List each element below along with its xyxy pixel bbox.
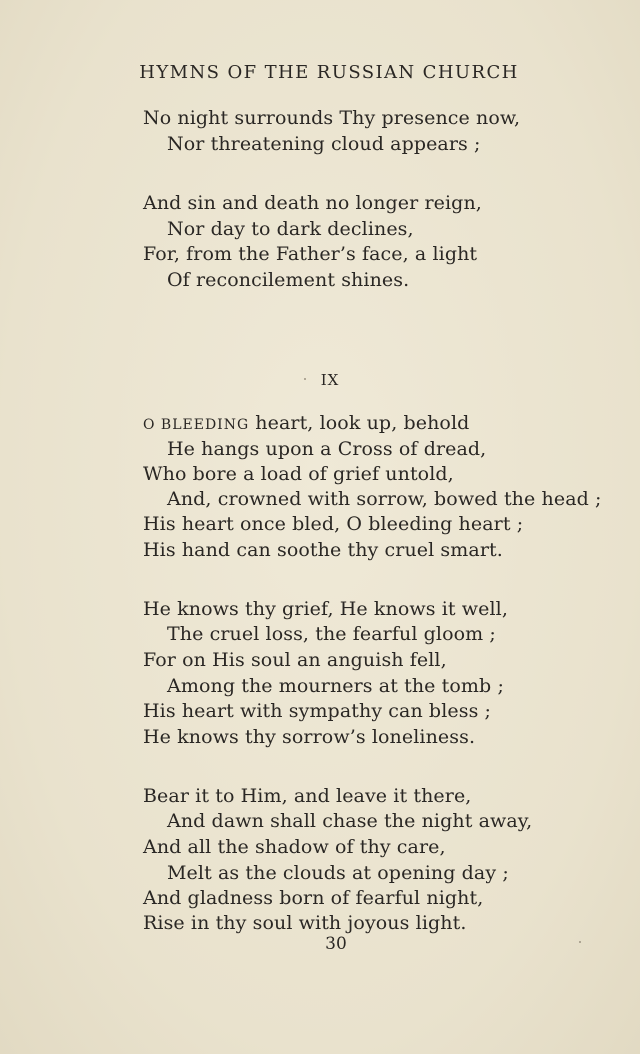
paper-speck [579,941,581,943]
verse-line: And gladness born of fearful night, [143,887,484,909]
verse-line: His heart with sympathy can bless ; [143,700,492,722]
verse-line: He hangs upon a Cross of dread, [167,438,487,460]
verse-line: He knows thy sorrow’s loneliness. [143,726,476,748]
verse-line: His heart once bled, O bleeding heart ; [143,513,524,535]
drop-opening-words: O BLEEDING [143,417,250,433]
verse-line: And sin and death no longer reign, [143,192,482,214]
verse-line: Among the mourners at the tomb ; [167,675,504,697]
verse-line: He knows thy grief, He knows it well, [143,598,508,620]
verse-line-rest: heart, look up, behold [249,412,470,434]
verse-line: For on His soul an anguish fell, [143,649,447,671]
verse-line: Rise in thy soul with joyous light. [143,912,467,934]
verse-line: No night surrounds Thy presence now, [143,107,521,129]
paper-speck [304,378,306,380]
page-number: 30 [325,934,347,954]
verse-line: Who bore a load of grief untold, [143,463,454,485]
verse-line: And all the shadow of thy care, [143,836,446,858]
verse-line: Of reconcilement shines. [167,269,410,291]
verse-line: And, crowned with sorrow, bowed the head ; [167,488,602,510]
verse-line: Nor day to dark declines, [167,218,414,240]
verse-line-first [143,411,469,437]
verse-line: Bear it to Him, and leave it there, [143,785,472,807]
verse-line: And dawn shall chase the night away, [167,810,533,832]
verse-line: For, from the Father’s face, a light [143,243,478,265]
verse-line: Melt as the clouds at opening day ; [167,862,509,884]
verse-line: Nor threatening cloud appears ; [167,133,481,155]
verse-line: His hand can soothe thy cruel smart. [143,539,503,561]
running-header: HYMNS OF THE RUSSIAN CHURCH [139,62,519,83]
verse-line: The cruel loss, the fearful gloom ; [167,623,496,645]
section-number: IX [320,371,340,389]
